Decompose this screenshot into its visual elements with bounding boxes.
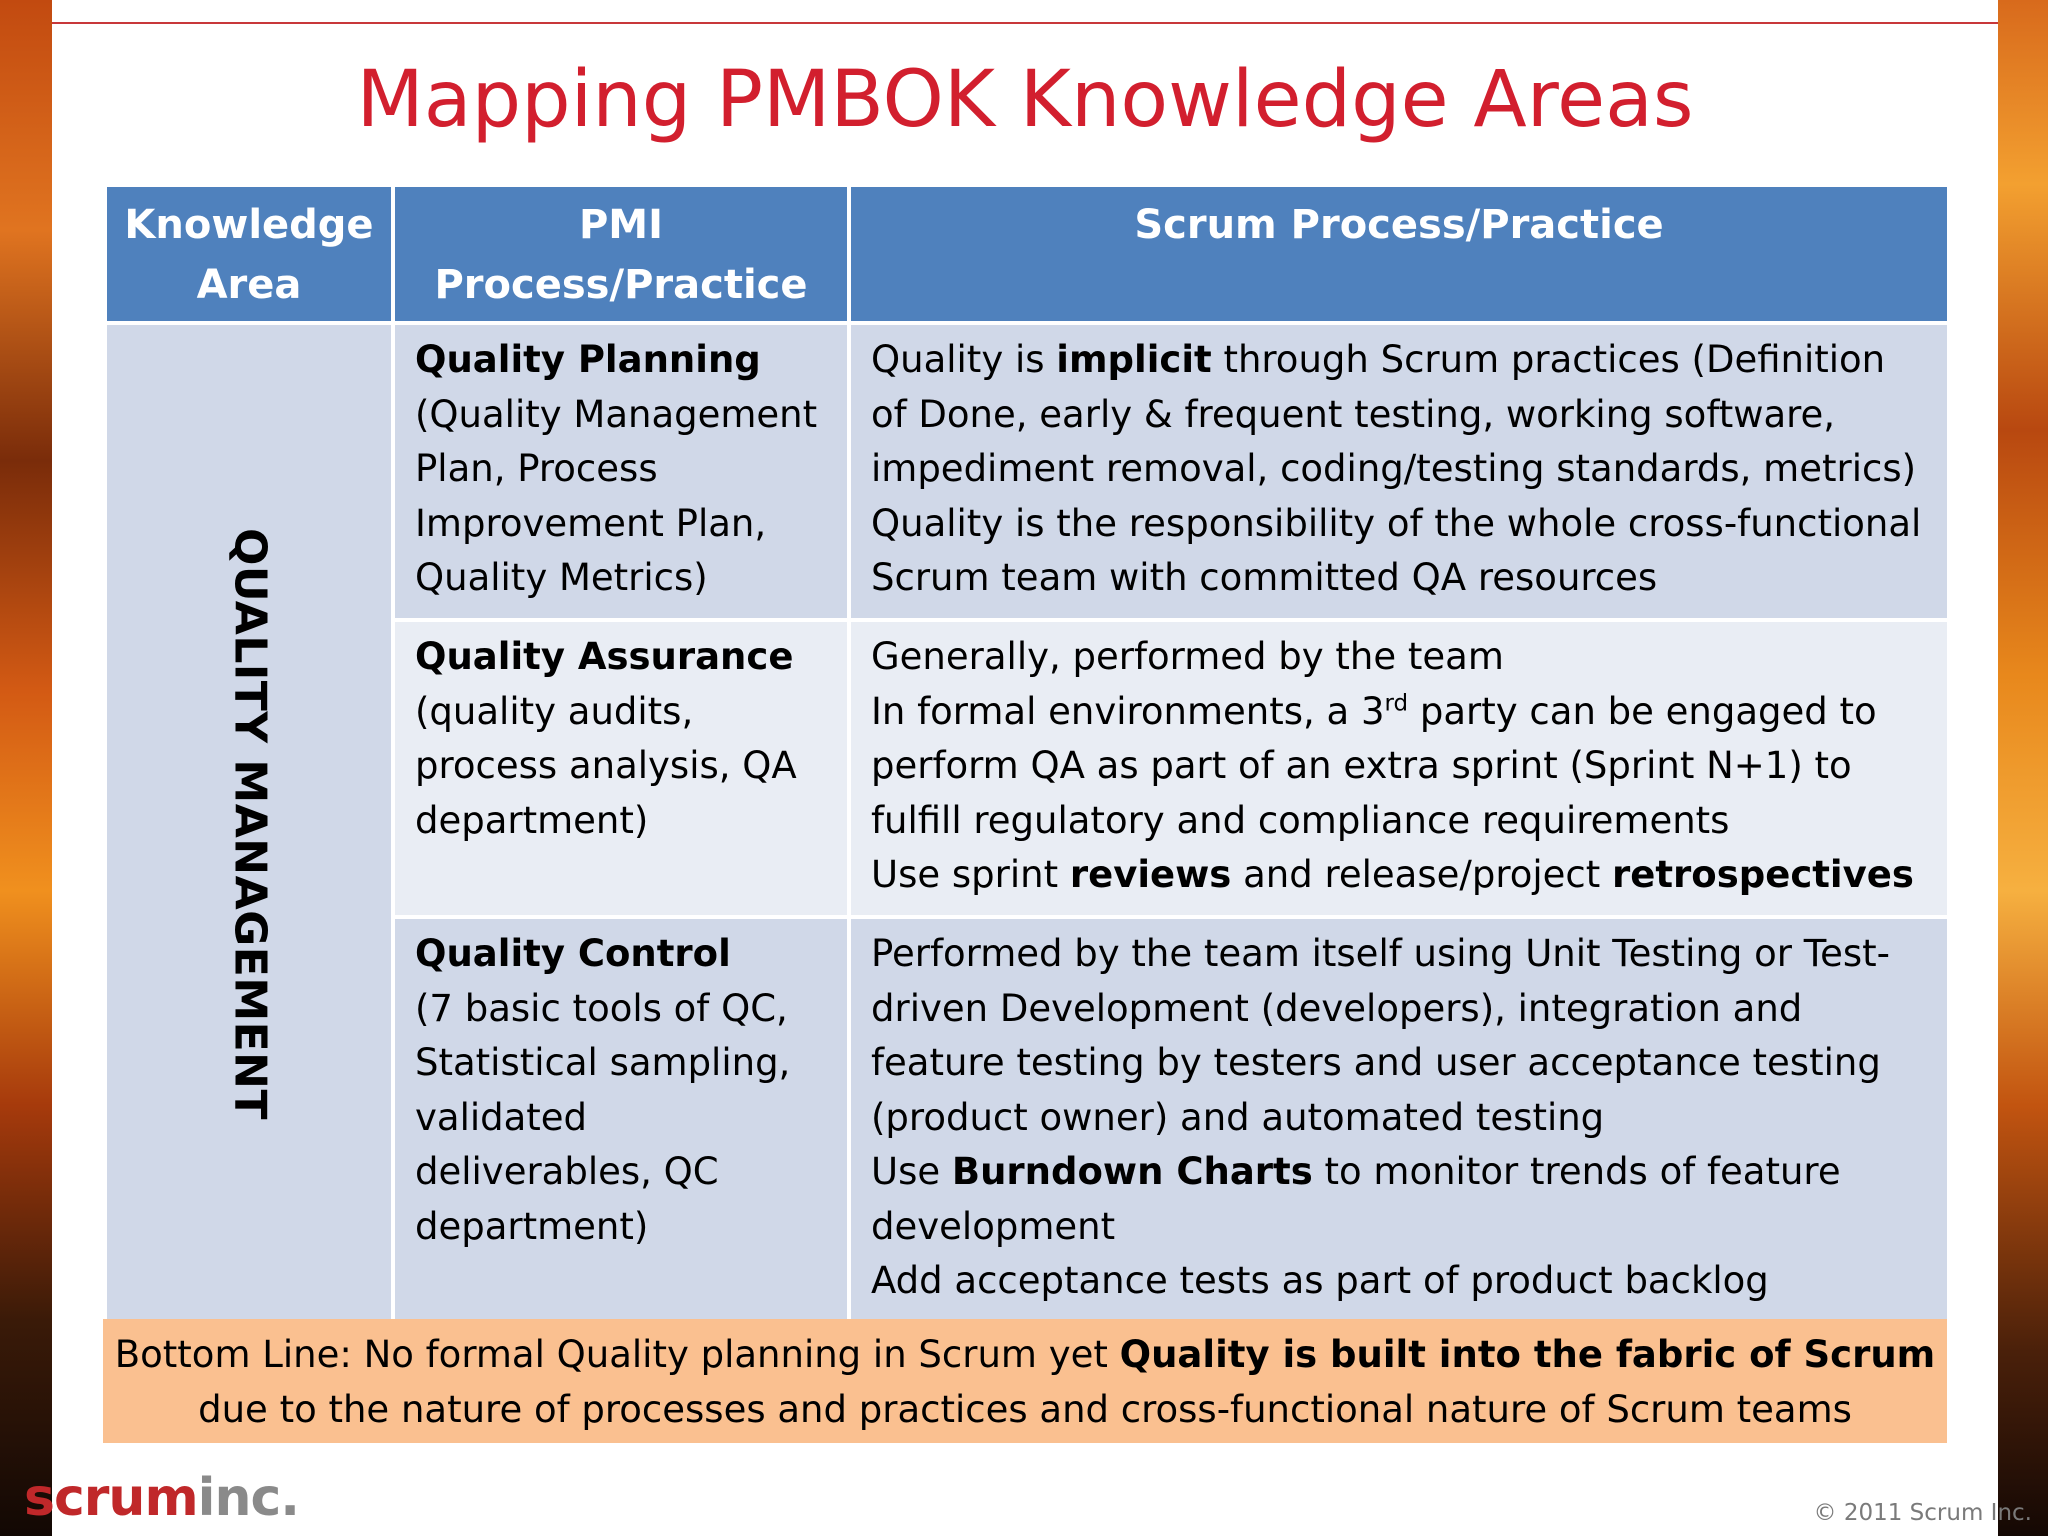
left-edge-decoration — [0, 0, 52, 1536]
bold-segment: reviews — [1069, 853, 1232, 896]
right-edge-decoration — [1998, 0, 2048, 1536]
text-segment: through Scrum practices (Definition of Done, early & frequent testing, working software, impediment removal, coding/testing standards, metrics) — [871, 338, 1917, 490]
bold-segment: retrospectives — [1612, 853, 1914, 896]
slide — [52, 0, 1998, 1536]
bottom-line-post: due to the nature of processes and practices and cross-functional nature of Scrum teams — [198, 1388, 1852, 1431]
text-segment: Quality is — [871, 338, 1057, 381]
scrum-line: Quality is the responsibility of the whole cross-functional Scrum team with committed QA resources — [871, 501, 1922, 599]
pmi-detail: (Quality Management Plan, Process Improvement Plan, Quality Metrics) — [415, 392, 818, 599]
table-row — [107, 325, 1947, 618]
scrum-line — [871, 333, 1929, 497]
text-segment: party can be engaged to perform QA as part of an extra sprint (Sprint N+1) to fulfill regulatory and compliance requirements — [871, 689, 1877, 842]
text-segment: In formal environments, a 3 — [871, 689, 1385, 733]
pmi-cell — [395, 919, 847, 1323]
logo-part-scrum: scrum — [24, 1468, 198, 1528]
scrum-line — [871, 848, 1929, 903]
header-pmi-line2: Process/Practice — [434, 262, 808, 308]
scruminc-logo — [24, 1468, 299, 1528]
bottom-line-banner — [103, 1319, 1947, 1443]
scrum-cell — [851, 325, 1947, 618]
knowledge-area-label: QUALITY MANAGEMENT — [224, 528, 276, 1120]
logo-part-inc: inc. — [197, 1468, 300, 1528]
header-pmi-line1: PMI — [578, 202, 663, 248]
header-knowledge-area-line2: Area — [196, 262, 302, 308]
header-knowledge-area-line1: Knowledge — [124, 202, 374, 248]
scrum-line — [871, 685, 1929, 849]
text-segment: and release/project — [1231, 853, 1613, 896]
text-segment: Use sprint — [871, 853, 1070, 896]
pmi-detail: (7 basic tools of QC, Statistical sampling, validated deliverables, QC department) — [415, 986, 791, 1248]
bottom-line-pre: Bottom Line: No formal Quality planning in Scrum yet — [114, 1333, 1120, 1376]
scrum-line: Generally, performed by the team — [871, 635, 1504, 678]
header-pmi — [395, 187, 847, 321]
bottom-line-bold: Quality is built into the fabric of Scrum — [1119, 1333, 1936, 1376]
slide-title: Mapping PMBOK Knowledge Areas — [356, 55, 1694, 145]
pmi-cell — [395, 622, 847, 915]
pmi-title: Quality Assurance — [415, 635, 794, 678]
scrum-line: Performed by the team itself using Unit Testing or Test-driven Development (developers), integration and feature testing by testers and user acceptance testing (product owner) and automated testing — [871, 932, 1890, 1139]
mapping-table — [103, 183, 1951, 1327]
header-knowledge-area — [107, 187, 391, 321]
table-header-row — [107, 187, 1947, 321]
scrum-line: Add acceptance tests as part of product backlog — [871, 1259, 1769, 1302]
bold-segment: implicit — [1056, 338, 1212, 381]
pmi-title: Quality Planning — [415, 338, 761, 381]
bold-segment: Burndown Charts — [951, 1150, 1313, 1193]
text-segment: Use — [871, 1150, 952, 1193]
knowledge-area-cell — [107, 325, 391, 1323]
scrum-cell — [851, 622, 1947, 915]
copyright-notice: © 2011 Scrum Inc. — [1813, 1500, 2032, 1526]
pmi-cell — [395, 325, 847, 618]
pmi-detail: (quality audits, process analysis, QA department) — [415, 689, 797, 842]
header-scrum: Scrum Process/Practice — [851, 187, 1947, 321]
top-rule — [52, 22, 1998, 24]
pmi-title: Quality Control — [415, 932, 731, 975]
text-segment: to monitor trends of feature development — [871, 1150, 1841, 1248]
scrum-line — [871, 1145, 1929, 1254]
scrum-cell — [851, 919, 1947, 1323]
superscript: rd — [1384, 690, 1409, 717]
